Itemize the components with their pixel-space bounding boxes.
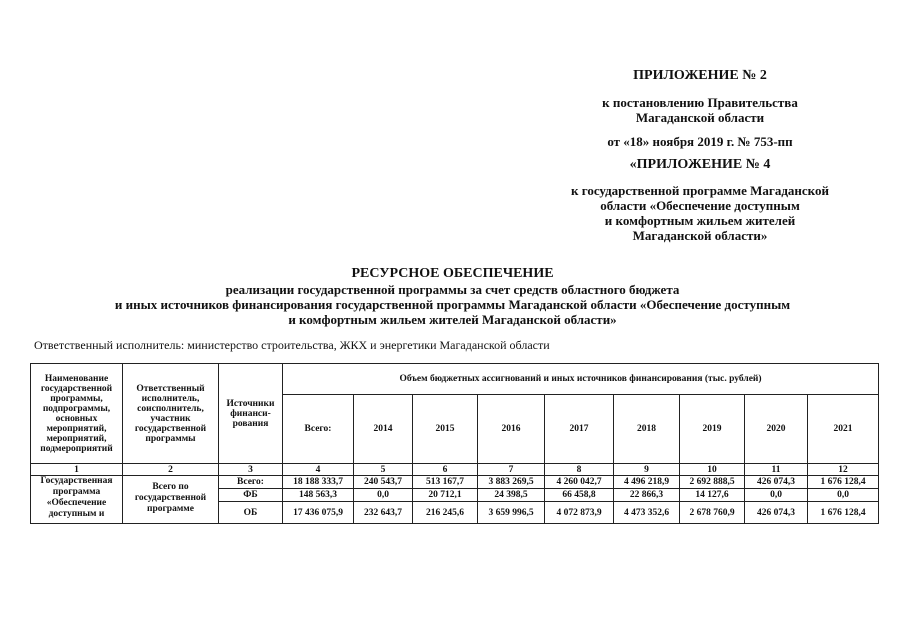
value-cell: 20 712,1 xyxy=(413,489,478,502)
header-name-column: Наименование государственной программы, подпрограммы, основных мероприятий, мероприятий, подмероприятий xyxy=(31,364,123,464)
value-cell: 22 866,3 xyxy=(614,489,680,502)
value-cell: 1 676 128,4 xyxy=(808,502,879,524)
value-cell: 1 676 128,4 xyxy=(808,476,879,489)
value-cell: 232 643,7 xyxy=(354,502,413,524)
header-sources-column: Источники финанси-рования xyxy=(219,364,283,464)
column-number: 8 xyxy=(545,464,614,476)
header-executor-column: Ответственный исполнитель, соисполнитель, участник государственной программы xyxy=(123,364,219,464)
value-cell: 148 563,3 xyxy=(283,489,354,502)
value-cell: 14 127,6 xyxy=(680,489,745,502)
resolution-reference xyxy=(500,95,900,125)
value-cell: 17 436 075,9 xyxy=(283,502,354,524)
resolution-line-1: к постановлению Правительства xyxy=(602,95,798,110)
responsible-executor: Ответственный исполнитель: министерство строительства, ЖКХ и энергетики Магаданской области xyxy=(34,338,550,352)
value-cell: 513 167,7 xyxy=(413,476,478,489)
value-cell: 0,0 xyxy=(808,489,879,502)
appendix4-title: «ПРИЛОЖЕНИЕ № 4 xyxy=(629,157,771,172)
title-line-3: и комфортным жильем жителей Магаданской области» xyxy=(288,312,617,327)
title-main: РЕСУРСНОЕ ОБЕСПЕЧЕНИЕ xyxy=(351,266,554,281)
program-line-2: области «Обеспечение доступным xyxy=(600,198,800,213)
value-cell: 66 458,8 xyxy=(545,489,614,502)
header-year: 2021 xyxy=(808,395,879,464)
value-cell: 426 074,3 xyxy=(745,502,808,524)
column-number: 6 xyxy=(413,464,478,476)
resolution-line-2: Магаданской области xyxy=(635,110,765,125)
value-cell: 240 543,7 xyxy=(354,476,413,489)
value-cell: 426 074,3 xyxy=(745,476,808,489)
program-name-cell: Государственная программа «Обеспечение доступным и xyxy=(31,476,123,524)
header-year: 2015 xyxy=(413,395,478,464)
value-cell: 4 473 352,6 xyxy=(614,502,680,524)
column-number: 11 xyxy=(745,464,808,476)
program-reference xyxy=(500,183,900,243)
column-number-row xyxy=(31,464,879,476)
executor-cell: Всего по государственной программе xyxy=(123,476,219,524)
value-cell: 216 245,6 xyxy=(413,502,478,524)
document-title xyxy=(0,266,905,327)
column-number: 4 xyxy=(283,464,354,476)
value-cell: 4 496 218,9 xyxy=(614,476,680,489)
table-row xyxy=(31,476,879,489)
column-number: 12 xyxy=(808,464,879,476)
value-cell: 3 659 996,5 xyxy=(478,502,545,524)
resource-table xyxy=(30,363,879,524)
header-year: 2020 xyxy=(745,395,808,464)
program-line-4: Магаданской области» xyxy=(632,228,768,243)
column-number: 7 xyxy=(478,464,545,476)
column-number: 9 xyxy=(614,464,680,476)
column-number: 5 xyxy=(354,464,413,476)
header-volume: Объем бюджетных ассигнований и иных источников финансирования (тыс. рублей) xyxy=(283,364,879,395)
appendix-title: ПРИЛОЖЕНИЕ № 2 xyxy=(633,68,767,83)
column-number: 3 xyxy=(219,464,283,476)
header-year: 2016 xyxy=(478,395,545,464)
value-cell: 18 188 333,7 xyxy=(283,476,354,489)
title-line-1: реализации государственной программы за счет средств областного бюджета xyxy=(225,282,680,297)
value-cell: 4 260 042,7 xyxy=(545,476,614,489)
header-year: 2018 xyxy=(614,395,680,464)
value-cell: 24 398,5 xyxy=(478,489,545,502)
value-cell: 0,0 xyxy=(354,489,413,502)
resolution-date: от «18» ноября 2019 г. № 753-пп xyxy=(607,134,793,149)
column-number: 10 xyxy=(680,464,745,476)
header-year: 2017 xyxy=(545,395,614,464)
title-line-2: и иных источников финансирования государственной программы Магаданской области «Обеспечение доступным xyxy=(114,297,791,312)
value-cell: 2 678 760,9 xyxy=(680,502,745,524)
header-year: 2019 xyxy=(680,395,745,464)
program-line-3: и комфортным жильем жителей xyxy=(604,213,796,228)
source-cell: ОБ xyxy=(219,502,283,524)
source-cell: Всего: xyxy=(219,476,283,489)
program-line-1: к государственной программе Магаданской xyxy=(571,183,829,198)
value-cell: 0,0 xyxy=(745,489,808,502)
value-cell: 3 883 269,5 xyxy=(478,476,545,489)
column-number: 2 xyxy=(123,464,219,476)
column-number: 1 xyxy=(31,464,123,476)
value-cell: 4 072 873,9 xyxy=(545,502,614,524)
source-cell: ФБ xyxy=(219,489,283,502)
header-total: Всего: xyxy=(283,395,354,464)
header-year: 2014 xyxy=(354,395,413,464)
value-cell: 2 692 888,5 xyxy=(680,476,745,489)
